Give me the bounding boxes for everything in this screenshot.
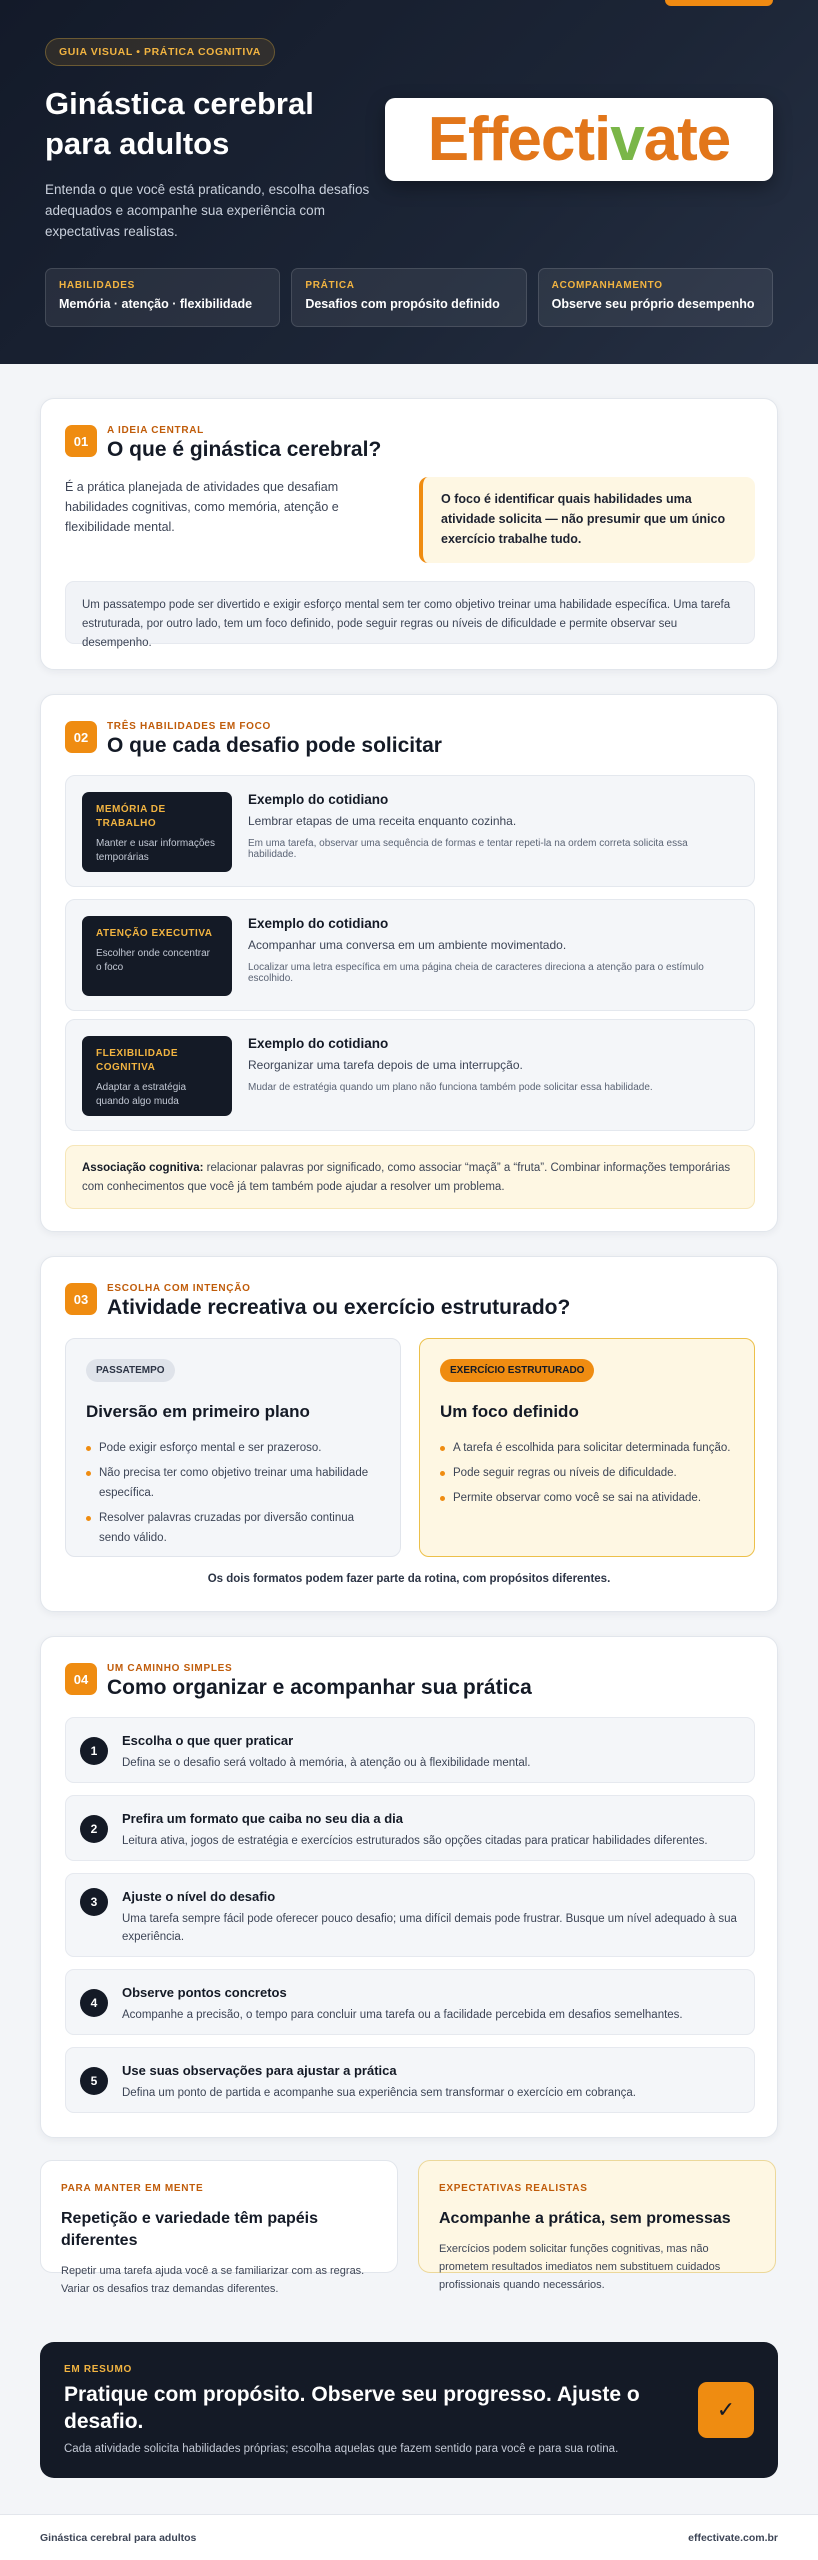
tip-eyebrow: PARA MANTER EM MENTE: [61, 2183, 204, 2194]
association-text: relacionar palavras por significado, como associar “maçã” a “fruta”. Combinar informações temporárias com conhecimentos que você já tem também pode ajudar a resolver um problema.: [82, 1162, 731, 1193]
tip-text: Exercícios podem solicitar funções cognitivas, mas não prometem resultados imediatos nem substituem cuidados profissionais quando necessários.: [439, 2243, 721, 2291]
section-header: [65, 1283, 570, 1320]
skill-example: Lembrar etapas de uma receita enquanto cozinha.: [248, 814, 517, 828]
stat-acompanhamento: [538, 268, 773, 327]
stat-value: Observe seu próprio desempenho: [551, 297, 755, 311]
skill-example-detail: Em uma tarefa, observar uma sequência de formas e tentar repeti-la na ordem correta solicita essa habilidade.: [248, 838, 688, 860]
step-desc: Leitura ativa, jogos de estratégia e exercícios estruturados são opções citadas para praticar habilidades diferentes.: [122, 1835, 708, 1847]
skill-tag: [82, 916, 232, 996]
section-header: [65, 425, 381, 462]
skill-flexibilidade: [65, 1019, 755, 1131]
summary-text: Cada atividade solicita habilidades próprias; escolha aquelas que fazem sentido para você e para sua rotina.: [64, 2443, 619, 2455]
page-title: Ginástica cerebral para adultos: [45, 86, 314, 161]
top-accent-bar: [665, 0, 773, 6]
section-number: 02: [65, 721, 97, 753]
list-item: Pode exigir esforço mental e ser prazeroso.: [86, 1438, 380, 1458]
section-header: [65, 721, 442, 758]
summary-banner: [40, 2342, 778, 2478]
context-note: Um passatempo pode ser divertido e exigir esforço mental sem ter como objetivo treinar uma habilidade específica. Uma tarefa estruturada, por outro lado, tem um foco definido, pode seguir regras ou níveis de dificuldade e permite observar seu desempenho.: [65, 581, 755, 644]
tip-title: Acompanhe a prática, sem promessas: [439, 2210, 731, 2227]
hero-pill: GUIA VISUAL • PRÁTICA COGNITIVA: [45, 38, 275, 66]
stat-label: PRÁTICA: [305, 280, 355, 291]
format-exercicio: [419, 1338, 755, 1557]
step-title: Escolha o que quer praticar: [122, 1733, 294, 1748]
skill-tag: [82, 1036, 232, 1116]
format-title: Diversão em primeiro plano: [86, 1402, 310, 1421]
summary-title: Pratique com propósito. Observe seu progresso. Ajuste o desafio.: [64, 2383, 640, 2433]
tip-box-repeticao: [40, 2160, 398, 2295]
skill-desc: Escolher onde concentrar o foco: [96, 948, 210, 973]
skill-example-title: Exemplo do cotidiano: [248, 1036, 389, 1051]
step-number: 1: [80, 1737, 108, 1765]
tip-box-expectativas: [418, 2160, 776, 2291]
tip-eyebrow: EXPECTATIVAS REALISTAS: [439, 2183, 588, 2194]
step-3: [65, 1873, 755, 1957]
skill-desc: Manter e usar informações temporárias: [96, 838, 215, 863]
skill-example-detail: Localizar uma letra específica em uma página cheia de caracteres direciona a atenção para o estímulo escolhido.: [248, 962, 704, 984]
format-pill: EXERCÍCIO ESTRUTURADO: [440, 1359, 594, 1382]
association-note: [65, 1145, 755, 1209]
format-list: [86, 1438, 380, 1548]
stat-value: Desafios com propósito definido: [305, 297, 500, 311]
section-number: 03: [65, 1283, 97, 1315]
list-item: Pode seguir regras ou níveis de dificuldade.: [440, 1463, 734, 1483]
hero-banner: [0, 0, 818, 364]
step-4: [65, 1969, 755, 2035]
skill-example: Acompanhar uma conversa em um ambiente movimentado.: [248, 938, 567, 952]
format-pill: PASSATEMPO: [86, 1359, 175, 1382]
step-desc: Defina um ponto de partida e acompanhe sua experiência sem transformar o exercício em cobrança.: [122, 2087, 636, 2099]
skill-name: ATENÇÃO EXECUTIVA: [96, 928, 213, 939]
stat-pratica: [291, 268, 526, 327]
skill-name: MEMÓRIA DE TRABALHO: [96, 804, 166, 829]
tip-text: Repetir uma tarefa ajuda você a se familiarizar com as regras. Variar os desafios traz demandas diferentes.: [61, 2265, 365, 2295]
step-desc: Acompanhe a precisão, o tempo para concluir uma tarefa ou a facilidade percebida em desafios semelhantes.: [122, 2009, 683, 2021]
format-title: Um foco definido: [440, 1402, 579, 1421]
step-title: Prefira um formato que caiba no seu dia a dia: [122, 1811, 404, 1826]
page-footer: [0, 2514, 818, 2560]
section-eyebrow: TRÊS HABILIDADES EM FOCO: [107, 721, 272, 732]
list-item: A tarefa é escolhida para solicitar determinada função.: [440, 1438, 734, 1458]
step-title: Observe pontos concretos: [122, 1985, 287, 2000]
section-eyebrow: A IDEIA CENTRAL: [107, 425, 204, 436]
section-number: 01: [65, 425, 97, 457]
definition-text: É a prática planejada de atividades que desafiam habilidades cognitivas, como memória, atenção e flexibilidade mental.: [65, 480, 339, 534]
summary-eyebrow: EM RESUMO: [64, 2364, 132, 2375]
stat-label: ACOMPANHAMENTO: [551, 280, 663, 291]
format-passatempo: [65, 1338, 401, 1557]
skill-atencao: [65, 899, 755, 1011]
skill-example: Reorganizar uma tarefa depois de uma interrupção.: [248, 1058, 523, 1072]
formats-footnote: Os dois formatos podem fazer parte da rotina, com propósitos diferentes.: [207, 1573, 611, 1585]
section-title: Atividade recreativa ou exercício estruturado?: [107, 1296, 571, 1319]
step-desc: Uma tarefa sempre fácil pode oferecer pouco desafio; uma difícil demais pode frustrar. Busque um nível adequado à sua experiência.: [122, 1913, 737, 1943]
section-number: 04: [65, 1663, 97, 1695]
step-number: 5: [80, 2067, 108, 2095]
section-title: O que é ginástica cerebral?: [107, 438, 382, 461]
section-eyebrow: UM CAMINHO SIMPLES: [107, 1663, 233, 1674]
skill-memoria: [65, 775, 755, 887]
footer-title: Ginástica cerebral para adultos: [40, 2531, 197, 2544]
section-eyebrow: ESCOLHA COM INTENÇÃO: [107, 1283, 251, 1294]
step-desc: Defina se o desafio será voltado à memória, à atenção ou à flexibilidade mental.: [122, 1757, 531, 1769]
hero-stats: [45, 268, 773, 327]
focus-quote: O foco é identificar quais habilidades uma atividade solicita — não presumir que um único exercício trabalhe tudo.: [419, 477, 755, 563]
section-title: Como organizar e acompanhar sua prática: [107, 1676, 532, 1699]
stat-habilidades: [45, 268, 280, 327]
skill-tag: [82, 792, 232, 872]
check-icon: ✓: [698, 2382, 754, 2438]
section-ideia-central: [40, 398, 778, 670]
step-title: Use suas observações para ajustar a prática: [122, 2063, 397, 2078]
list-item: Resolver palavras cruzadas por diversão continua sendo válido.: [86, 1508, 380, 1548]
section-title: O que cada desafio pode solicitar: [107, 734, 442, 757]
section-caminho: [40, 1636, 778, 2138]
hero-lead: Entenda o que você está praticando, escolha desafios adequados e acompanhe sua experiência com expectativas realistas.: [45, 182, 370, 239]
section-formatos: [40, 1256, 778, 1612]
skill-name: FLEXIBILIDADE COGNITIVA: [96, 1048, 179, 1073]
step-1: [65, 1717, 755, 1783]
skill-example-title: Exemplo do cotidiano: [248, 916, 389, 931]
section-header: [65, 1663, 532, 1700]
footer-site-link[interactable]: effectivate.com.br: [688, 2531, 778, 2544]
section-habilidades: [40, 694, 778, 1232]
stat-label: HABILIDADES: [59, 280, 136, 291]
svg-text:Effectivate: Effectivate: [427, 104, 731, 174]
step-number: 2: [80, 1815, 108, 1843]
association-label: Associação cognitiva:: [82, 1162, 204, 1174]
list-item: Não precisa ter como objetivo treinar uma habilidade específica.: [86, 1463, 380, 1503]
stat-value: Memória · atenção · flexibilidade: [59, 297, 253, 311]
step-number: 3: [80, 1888, 108, 1916]
skill-example-title: Exemplo do cotidiano: [248, 792, 389, 807]
step-number: 4: [80, 1989, 108, 2017]
tip-title: Repetição e variedade têm papéis diferentes: [61, 2210, 318, 2249]
skill-desc: Adaptar a estratégia quando algo muda: [96, 1082, 187, 1107]
step-5: [65, 2047, 755, 2113]
list-item: Permite observar como você se sai na atividade.: [440, 1488, 734, 1508]
step-2: [65, 1795, 755, 1861]
format-list: [440, 1438, 734, 1508]
logo-card: [385, 98, 773, 181]
effectivate-logo: [399, 105, 759, 175]
skill-example-detail: Mudar de estratégia quando um plano não funciona também pode solicitar essa habilidade.: [248, 1082, 653, 1093]
step-title: Ajuste o nível do desafio: [122, 1889, 276, 1904]
